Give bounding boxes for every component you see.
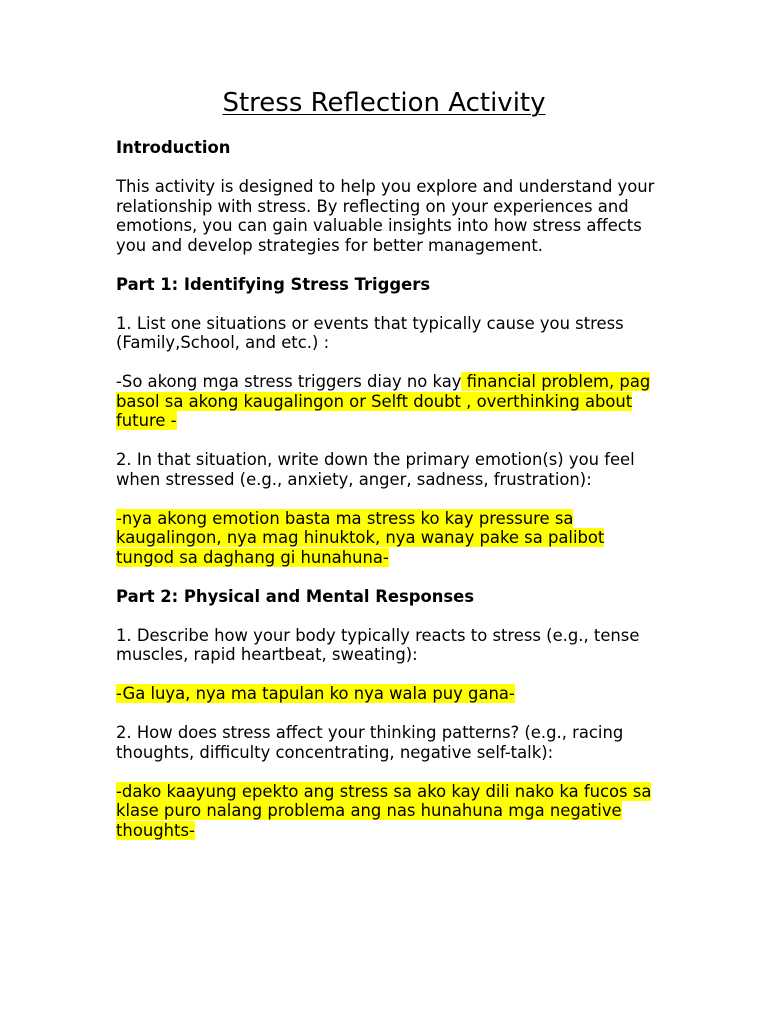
document-title: Stress Reflection Activity <box>222 88 546 118</box>
part2-heading: Part 2: Physical and Mental Responses <box>116 586 475 606</box>
part2-answer-2 <box>116 782 656 841</box>
part2-question-2: 2. How does stress affect your thinking patterns? (e.g., racing thoughts, difficulty concentrating, negative self-talk): <box>116 723 624 762</box>
part2-question-1: 1. Describe how your body typically reacts to stress (e.g., tense muscles, rapid heartbeat, sweating): <box>116 625 640 664</box>
part2-answer-1-highlight: -Ga luya, nya ma tapulan ko nya wala puy gana- <box>116 684 515 703</box>
intro-paragraph: This activity is designed to help you explore and understand your relationship with stress. By reflecting on your experiences and emotions, you can gain valuable insights into how stress affects you and develop strategies for better management. <box>116 177 655 255</box>
part1-question-1: 1. List one situations or events that typically cause you stress (Family,School, and etc.) : <box>116 313 624 352</box>
part1-question-2: 2. In that situation, write down the primary emotion(s) you feel when stressed (e.g., anxiety, anger, sadness, frustration): <box>116 450 635 489</box>
document-body <box>116 138 656 860</box>
part1-answer-2-highlight: -nya akong emotion basta ma stress ko kay pressure sa kaugalingon, nya mag hinuktok, nya wanay pake sa palibot tungod sa daghang gi hunahuna- <box>116 508 605 567</box>
intro-heading: Introduction <box>116 138 231 157</box>
part1-answer-1-highlight: financial problem, pag basol sa akong kaugalingon or Selft doubt , overthinking about future - <box>116 372 651 430</box>
part1-answer-1 <box>116 372 656 431</box>
part1-heading: Part 1: Identifying Stress Triggers <box>116 274 431 294</box>
part1-answer-2 <box>116 509 656 568</box>
part2-answer-1 <box>116 684 656 704</box>
part1-answer-1-plain: -So akong mga stress triggers diay no kay <box>116 372 462 391</box>
part2-answer-2-highlight: -dako kaayung epekto ang stress sa ako kay dili nako ka fucos sa klase puro nalang problema ang nas hunahuna mga negative thoughts- <box>116 781 652 840</box>
